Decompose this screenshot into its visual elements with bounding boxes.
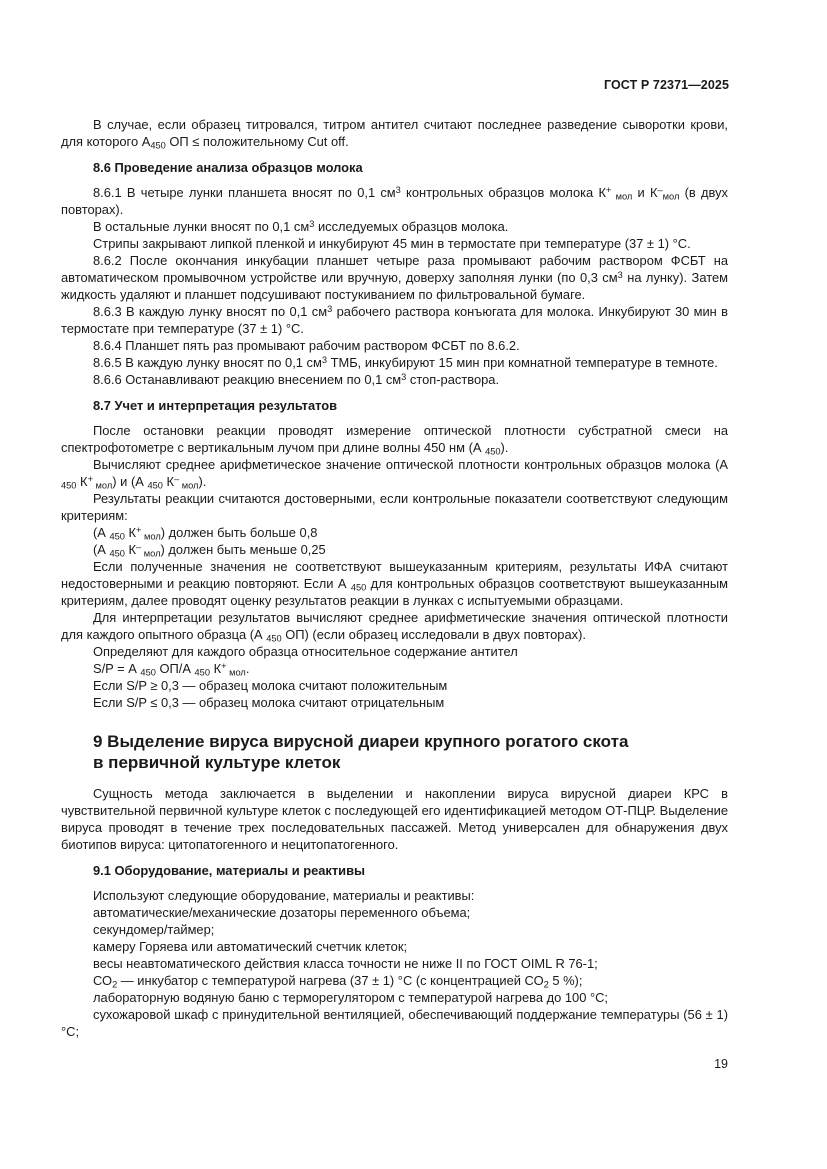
paragraph-8-6-1: 8.6.1 В четыре лунки планшета вносят по 0,1 $см^3$ контрольных образцов молока К+ $_{мол}$ и $К^-_{мол}$ (в двух повторах).: [61, 184, 728, 217]
paragraph-8-7-relative: Определяют для каждого образца относительное содержание антител: [93, 644, 518, 659]
document-header: ГОСТ Р 72371—2025: [603, 78, 729, 92]
paragraph-8-6-1-incubation: Стрипы закрывают липкой пленкой и инкубируют 45 мин в термостате при температуре (37 ± 1) °С.: [93, 236, 691, 251]
paragraph-8-6-3: 8.6.3 В каждую лунку вносят по 0,1 $см^3$ рабочего раствора конъюгата для молока. Инкубируют 30 мин в термостате при температуре (37 ± 1) °С.: [61, 303, 728, 336]
equipment-item: весы неавтоматического действия класса точности не ниже II по ГОСТ OIML R 76-1;: [93, 956, 598, 971]
section-8-6-heading: 8.6 Проведение анализа образцов молока: [93, 160, 363, 175]
equipment-item: $СО_2$ — инкубатор с температурой нагрева (37 ± 1) °С (с концентрацией $СО_2$ 5 %);: [93, 973, 583, 990]
paragraph-8-6-2: 8.6.2 После окончания инкубации планшет четыре раза промывают рабочим раствором ФСБТ на автоматическом промывочном устройстве или вручную, доверху заполняя лунки (по 0,3 $см^3$ на лунку). Затем жидкость удаляют и планшет подсушивают постукиванием по фильтровальной бумаге.: [61, 253, 728, 302]
equipment-item: секундомер/таймер;: [93, 922, 215, 937]
equipment-item: автоматические/механические дозаторы переменного объема;: [93, 905, 471, 920]
section-9-title-line1: 9 Выделение вируса вирусной диареи крупного рогатого скота: [93, 732, 629, 751]
paragraph-8-7-mean: Вычисляют среднее арифметическое значение оптической плотности контрольных образцов молока (А $_{450}$ К+ $_{мол}$) и (А $_{450}$ К– $_{мол}$).: [61, 457, 728, 491]
paragraph-8-6-4: 8.6.4 Планшет пять раз промывают рабочим раствором ФСБТ по 8.6.2.: [93, 338, 520, 353]
criterion-positive: (А $_{450}$ К+ $_{мол}$) должен быть больше 0,8: [93, 524, 318, 542]
section-9-title-line2: в первичной культуре клеток: [93, 753, 341, 772]
intro-paragraph: В случае, если образец титровался, титром антител считают последнее разведение сыворотки крови, для которого $А_{450}$ ОП ≤ положительному Cut off.: [61, 117, 728, 151]
equipment-item: сухожаровой шкаф с принудительной вентиляцией, обеспечивающий поддержание температуры (56 ± 1) °С;: [61, 1007, 728, 1039]
page-number: 19: [714, 1057, 728, 1071]
section-8-7-heading: 8.7 Учет и интерпретация результатов: [93, 398, 338, 413]
paragraph-8-7-measurement: После остановки реакции проводят измерение оптической плотности субстратной смеси на спектрофотометре с вертикальным лучом при длине волны 450 нм (А $_{450}$).: [61, 423, 728, 457]
paragraph-8-7-interpretation: Для интерпретации результатов вычисляют среднее арифметические значения оптической плотности для каждого опытного образца (А $_{450}$ ОП) (если образец исследовали в двух повторах).: [61, 610, 728, 644]
paragraph-8-7-repeat: Если полученные значения не соответствуют вышеуказанным критериям, результаты ИФА считают недостоверными и реакцию повторяют. Если А $_{450}$ для контрольных образцов соответствуют вышеуказанным критериям, далее проводят оценку результатов реакции в лунках с испытуемыми образцами.: [61, 559, 728, 608]
equipment-item: лабораторную водяную баню с терморегулятором с температурой нагрева до 100 °С;: [93, 990, 608, 1005]
criterion-negative: (А $_{450}$ К– $_{мол}$) должен быть меньше 0,25: [93, 541, 326, 559]
paragraph-8-6-1-cont: В остальные лунки вносят по 0,1 $см^3$ исследуемых образцов молока.: [93, 218, 509, 234]
section-9-1-heading: 9.1 Оборудование, материалы и реактивы: [93, 863, 366, 878]
rule-positive: Если S/P ≥ 0,3 — образец молока считают положительным: [93, 678, 448, 693]
paragraph-8-6-5: 8.6.5 В каждую лунку вносят по 0,1 $см^3$ ТМБ, инкубируют 15 мин при комнатной температуре в темноте.: [93, 354, 718, 370]
paragraph-9-essence: Сущность метода заключается в выделении и накоплении вируса вирусной диареи КРС в чувствительной первичной культуре клеток с последующей его идентификацией методом ОТ-ПЦР. Выделение вируса проводят в течение трех последовательных пассажей. Метод универсален для обнаружения двух биотипов вируса: цитопатогенного и нецитопатогенного.: [61, 786, 728, 852]
paragraph-8-7-validity: Результаты реакции считаются достоверными, если контрольные показатели соответствуют следующим критериям:: [61, 491, 728, 523]
formula-sp: S/P = А $_{450}$ ОП/А $_{450}$ К+ $_{мол}$.: [93, 660, 250, 678]
page-content: [61, 116, 728, 1040]
equipment-intro: Используют следующие оборудование, материалы и реактивы:: [93, 888, 475, 903]
rule-negative: Если S/P ≤ 0,3 — образец молока считают отрицательным: [93, 695, 445, 710]
equipment-item: камеру Горяева или автоматический счетчик клеток;: [93, 939, 408, 954]
paragraph-8-6-6: 8.6.6 Останавливают реакцию внесением по 0,1 $см^3$ стоп-раствора.: [93, 371, 500, 387]
